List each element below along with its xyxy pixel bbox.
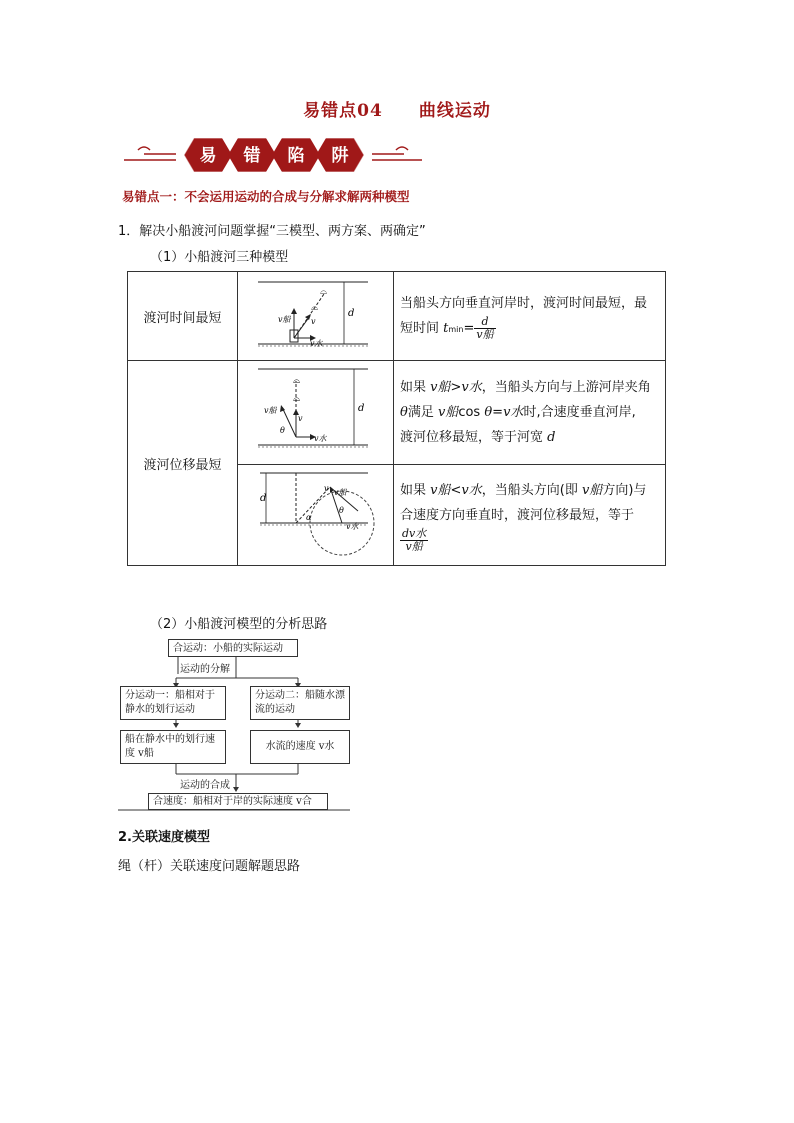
row-text-displacement-b: [394, 465, 666, 566]
row2a-l2-mid: 满足: [407, 405, 438, 420]
fig2-vboat-label: v船: [264, 406, 277, 415]
row1-frac-den: v船: [476, 327, 494, 341]
row2a-theta: θ: [400, 405, 408, 420]
flow-label-decompose: 运动的分解: [180, 664, 230, 675]
row2a-theta-2: θ: [484, 405, 493, 420]
fig2-vwater-label: v水: [314, 434, 327, 443]
flow-box-left2: 船在静水中的划行速度 v船: [120, 730, 226, 764]
flow-box-left1: 分运动一：船相对于静水的划行运动: [120, 686, 226, 720]
fig3-theta-label: θ: [339, 506, 344, 515]
fig2-theta-label: θ: [280, 426, 285, 435]
flow-box-bottom: 合速度：船相对于岸的实际速度 v合: [148, 793, 328, 810]
flow-box-right2: 水流的速度 v水: [250, 730, 350, 764]
banner-char-1: 易: [199, 146, 217, 166]
banner: [118, 132, 428, 178]
svg-text:⌓: ⌓: [293, 394, 301, 404]
svg-text:⌓: ⌓: [320, 287, 328, 297]
fig2-v-label: v: [298, 414, 303, 423]
table-row-shortest-time: [128, 272, 666, 361]
row2a-l3: 渡河位移最短，等于河宽: [400, 430, 548, 445]
fig2-d-label: d: [358, 403, 365, 414]
fig1-vboat-label: v船: [278, 315, 291, 324]
figure-shortest-displacement-b: [238, 465, 394, 566]
row2b-fraction: [400, 528, 428, 553]
figure-shortest-time: [238, 272, 394, 361]
row1-t: t: [443, 320, 449, 336]
banner-char-4: 阱: [331, 146, 349, 166]
section1-sub1: （1）小船渡河三种模型: [150, 250, 289, 265]
row2a-vboat: v船: [430, 380, 451, 395]
error-point-heading: 易错点一：不会运用运动的合成与分解求解两种模型: [122, 189, 410, 204]
row2a-vwater-2: v水: [503, 405, 524, 420]
row1-text-b: 短时间: [400, 320, 444, 336]
row1-text-a: 当船头方向垂直河岸时，渡河时间最短，最: [400, 295, 648, 311]
row2b-vboat: v船: [430, 482, 451, 498]
diagram-displacement-b: [238, 465, 393, 561]
section2-sub: 绳（杆）关联速度问题解题思路: [118, 859, 301, 874]
flow-box-right1: 分运动二：船随水漂流的运动: [250, 686, 350, 720]
row2b-l1-post2: 方向)与: [602, 482, 647, 498]
fig1-d-label: d: [348, 308, 355, 319]
flow-label-compose: 运动的合成: [180, 780, 230, 791]
fig3-v-label: v: [324, 484, 329, 493]
row1-t-sub: min: [448, 324, 464, 334]
svg-text:⌓: ⌓: [311, 303, 319, 313]
row2b-lt: <: [450, 482, 462, 498]
flow-box-top: 合运动：小船的实际运动: [168, 639, 298, 657]
svg-text:⌓: ⌓: [293, 376, 301, 386]
diagram-shortest-time: [238, 272, 393, 356]
banner-decoration-right: [372, 147, 422, 160]
row2a-gt: >: [450, 380, 462, 395]
row2b-l1-post: ，当船头方向(即: [481, 482, 582, 498]
row2b-l1-pre: 如果: [400, 482, 431, 498]
row2a-l1-pre: 如果: [400, 380, 431, 395]
row1-frac-num: d: [474, 316, 495, 329]
section2-heading: 2.关联速度模型: [118, 830, 210, 845]
row1-fraction: [474, 316, 495, 341]
row2b-frac-num: dv水: [402, 526, 427, 540]
banner-char-3: 陷: [287, 146, 305, 166]
page-title: 易错点04 曲线运动: [303, 101, 491, 121]
row2a-l2-post: 时,合速度垂直河岸,: [523, 405, 636, 420]
row2b-vwater: v水: [461, 482, 482, 498]
fig3-vwater-label: v水: [346, 522, 359, 531]
row-text-shortest-time: [394, 272, 666, 361]
row2b-vboat-2: v船: [581, 482, 603, 498]
section1-heading: 1．解决小船渡河问题掌握“三模型、两方案、两确定”: [118, 224, 426, 239]
banner-decoration-left: [124, 147, 176, 160]
section1-sub2: （2）小船渡河模型的分析思路: [150, 617, 328, 632]
fig3-d-label: d: [260, 493, 267, 504]
row2a-vboat-2: v船: [437, 405, 459, 420]
row-name-shortest-displacement: 渡河位移最短: [128, 361, 238, 566]
banner-char-2: 错: [243, 146, 261, 166]
row2b-frac-den: v船: [405, 539, 423, 553]
fig3-alpha-label: α: [306, 513, 312, 522]
fig1-v-label: v: [311, 317, 316, 326]
row2b-l2: 合速度方向垂直时，渡河位移最短，等于: [400, 507, 635, 523]
row-text-displacement-a: 如果 v船>v水，当船头方向与上游河岸夹角 θ满足 v船cos θ=v水时,合速度垂直河岸, 渡河位移最短，等于河宽 d: [394, 361, 666, 465]
diagram-displacement-a: [238, 361, 393, 460]
fig3-vboat-label: v船: [334, 488, 347, 497]
fig1-vwater-label: v水: [310, 339, 323, 348]
table-row-shortest-displacement-a: [128, 361, 666, 465]
models-table: [127, 271, 666, 566]
row-name-shortest-time: 渡河时间最短: [128, 272, 238, 361]
row2a-cos: cos: [458, 405, 485, 420]
row2a-d: d: [547, 430, 556, 445]
flowchart-arrows: [118, 638, 354, 814]
row2a-l1-post: ，当船头方向与上游河岸夹角: [481, 380, 651, 395]
row1-eq: =: [463, 320, 475, 336]
figure-shortest-displacement-a: [238, 361, 394, 465]
row2a-vwater: v水: [461, 380, 482, 395]
